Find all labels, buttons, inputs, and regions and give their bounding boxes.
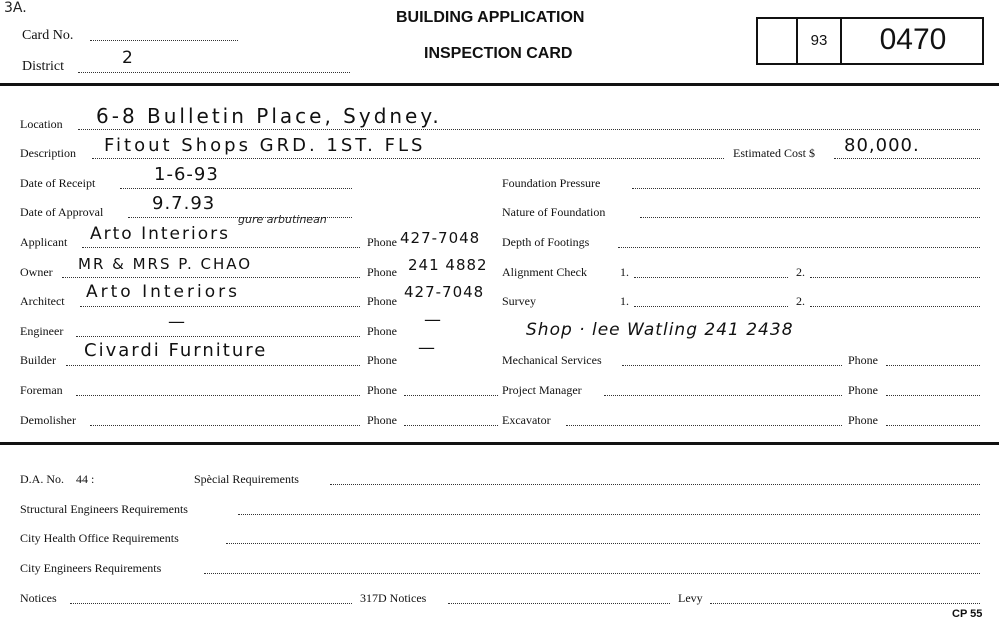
foreman-label: Foreman [20, 383, 63, 397]
survey-label: Survey [502, 294, 536, 308]
card-no-label: Card No. [22, 28, 74, 43]
mechanical-phone-label: Phone [848, 353, 878, 367]
survey-line1[interactable] [634, 306, 788, 307]
architect-phone-value[interactable]: 427-7048 [404, 283, 485, 301]
excavator-label: Excavator [502, 413, 551, 427]
levy-label: Levy [678, 591, 703, 605]
da-no-label: D.A. No. [20, 472, 64, 486]
depth-of-footings-label: Depth of Footings [502, 235, 590, 249]
description-value[interactable]: Fitout Shops GRD. 1ST. FLS [104, 135, 426, 156]
project-manager-phone-line[interactable] [886, 395, 980, 396]
mechanical-services-line[interactable] [622, 365, 842, 366]
architect-line[interactable] [80, 306, 360, 307]
district-line[interactable] [78, 72, 350, 73]
city-engineers-label: City Engineers Requirements [20, 561, 162, 575]
title-line1: BUILDING APPLICATION [396, 9, 585, 26]
location-line[interactable] [78, 129, 980, 130]
architect-label: Architect [20, 294, 65, 308]
excavator-line[interactable] [566, 425, 842, 426]
date-of-receipt-value[interactable]: 1-6-93 [154, 164, 219, 185]
architect-phone-label: Phone [367, 294, 397, 308]
builder-phone-label: Phone [367, 353, 397, 367]
card-number: 0470 [879, 23, 947, 56]
foreman-phone-line[interactable] [404, 395, 498, 396]
location-value[interactable]: 6-8 Bulletin Place, Sydney. [96, 104, 442, 128]
engineer-label: Engineer [20, 324, 64, 338]
project-manager-phone-label: Phone [848, 383, 878, 397]
structural-line[interactable] [238, 514, 980, 515]
builder-line[interactable] [66, 365, 360, 366]
survey-line2[interactable] [810, 306, 980, 307]
date-of-approval-note: gure arbutinean [238, 213, 327, 226]
owner-phone-value[interactable]: 241 4882 [408, 256, 488, 274]
applicant-phone-label: Phone [367, 235, 397, 249]
architect-value[interactable]: Arto Interiors [86, 282, 240, 302]
district-label: District [22, 59, 64, 74]
applicant-value[interactable]: Arto Interiors [90, 224, 230, 244]
alignment-check-line1[interactable] [634, 277, 788, 278]
corner-mark: 3A. [4, 0, 27, 16]
owner-label: Owner [20, 265, 53, 279]
description-line[interactable] [92, 158, 724, 159]
foreman-line[interactable] [76, 395, 360, 396]
estimated-cost-value[interactable]: 80,000. [844, 135, 920, 156]
section-divider [0, 83, 999, 86]
applicant-line[interactable] [82, 247, 360, 248]
da-no-value: 44 : [76, 472, 95, 486]
card-no-line[interactable] [90, 40, 238, 41]
date-of-approval-value[interactable]: 9.7.93 [152, 193, 216, 214]
foundation-pressure-line[interactable] [632, 188, 980, 189]
alignment-check-num1: 1. [620, 265, 629, 279]
alignment-check-num2: 2. [796, 265, 805, 279]
shop-note: Shop · lee Watling 241 2438 [526, 320, 794, 340]
applicant-phone-value[interactable]: 427-7048 [400, 229, 481, 247]
project-manager-line[interactable] [604, 395, 842, 396]
demolisher-phone-label: Phone [367, 413, 397, 427]
section-divider [0, 442, 999, 445]
engineer-value[interactable]: — [168, 312, 186, 332]
estimated-cost-label: Estimated Cost $ [733, 146, 815, 160]
notices-line[interactable] [70, 603, 352, 604]
notices-317d-line[interactable] [448, 603, 670, 604]
title-line2: INSPECTION CARD [424, 45, 573, 62]
owner-line[interactable] [62, 277, 360, 278]
nature-of-foundation-label: Nature of Foundation [502, 205, 606, 219]
levy-line[interactable] [710, 603, 980, 604]
excavator-phone-line[interactable] [886, 425, 980, 426]
excavator-phone-label: Phone [848, 413, 878, 427]
demolisher-phone-line[interactable] [404, 425, 498, 426]
form-code: CP 55 [952, 608, 983, 620]
date-of-approval-label: Date of Approval [20, 205, 104, 219]
foundation-pressure-label: Foundation Pressure [502, 176, 601, 190]
special-requirements-line[interactable] [330, 484, 980, 485]
engineer-line[interactable] [76, 336, 360, 337]
owner-phone-label: Phone [367, 265, 397, 279]
alignment-check-line2[interactable] [810, 277, 980, 278]
alignment-check-label: Alignment Check [502, 265, 587, 279]
engineer-phone-label: Phone [367, 324, 397, 338]
depth-of-footings-line[interactable] [618, 247, 980, 248]
project-manager-label: Project Manager [502, 383, 582, 397]
date-of-receipt-label: Date of Receipt [20, 176, 96, 190]
engineer-phone-value[interactable]: — [424, 310, 442, 330]
city-engineers-line[interactable] [204, 573, 980, 574]
notices-label: Notices [20, 591, 57, 605]
location-label: Location [20, 117, 63, 131]
nature-of-foundation-line[interactable] [640, 217, 980, 218]
mechanical-phone-line[interactable] [886, 365, 980, 366]
district-value[interactable]: 2 [122, 48, 134, 68]
health-line[interactable] [226, 543, 980, 544]
notices-317d-label: 317D Notices [360, 591, 427, 605]
foreman-phone-label: Phone [367, 383, 397, 397]
card-prefix: 93 [810, 32, 828, 49]
builder-label: Builder [20, 353, 56, 367]
mechanical-services-label: Mechanical Services [502, 353, 602, 367]
demolisher-line[interactable] [90, 425, 360, 426]
survey-num1: 1. [620, 294, 629, 308]
builder-value[interactable]: Civardi Furniture [84, 340, 268, 361]
structural-label: Structural Engineers Requirements [20, 502, 188, 516]
date-of-receipt-line[interactable] [120, 188, 352, 189]
description-label: Description [20, 146, 76, 160]
applicant-label: Applicant [20, 235, 68, 249]
estimated-cost-line[interactable] [834, 158, 980, 159]
owner-value[interactable]: MR & MRS P. CHAO [78, 255, 253, 273]
survey-num2: 2. [796, 294, 805, 308]
builder-phone-value[interactable]: — [418, 338, 436, 358]
demolisher-label: Demolisher [20, 413, 76, 427]
special-requirements-label: Spècial Requirements [194, 472, 299, 486]
health-label: City Health Office Requirements [20, 531, 179, 545]
